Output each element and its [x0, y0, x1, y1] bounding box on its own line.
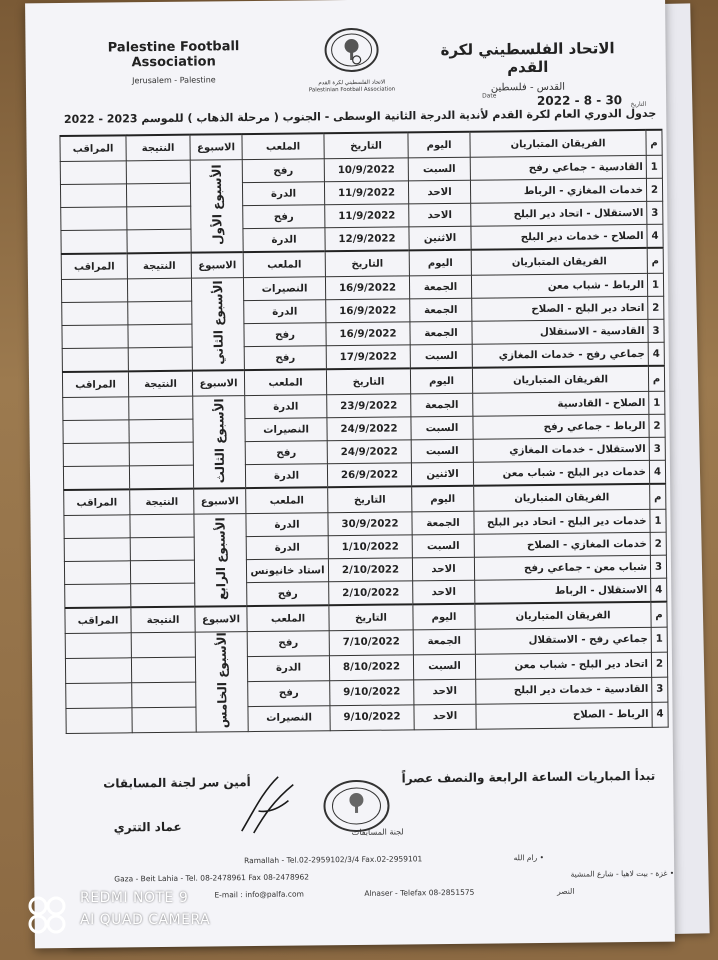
observer-cell — [60, 161, 126, 185]
observer-cell — [64, 538, 130, 562]
logo-caption-en: Palestinian Football Association — [308, 86, 396, 94]
match-teams: خدمات المغازي - الرباط — [470, 178, 646, 203]
match-teams: خدمات دير البلح - شباب معن — [473, 460, 649, 485]
logo-caption-ar: الاتحاد الفلسطيني لكرة القدم — [318, 79, 386, 87]
match-day: الجمعة — [412, 511, 474, 535]
match-date: 24/9/2022 — [327, 417, 411, 441]
english-city: Jerusalem - Palestine — [132, 75, 216, 86]
header-match: الفريقان المتباريان — [471, 248, 647, 275]
match-day: السبت — [412, 534, 474, 558]
result-cell — [126, 183, 190, 207]
match-teams: جماعي رفح - الاستقلال — [475, 627, 651, 654]
header-result: النتيجة — [126, 135, 190, 161]
header-date: التاريخ — [326, 368, 410, 394]
match-day: السبت — [410, 344, 472, 368]
result-cell — [127, 206, 191, 230]
header-venue: الملعب — [247, 605, 329, 631]
header-num: م — [647, 248, 663, 274]
header-venue: الملعب — [242, 133, 324, 159]
header-week: الاسبوع — [190, 134, 242, 160]
camera-watermark-line2: AI QUAD CAMERA — [80, 912, 211, 928]
match-venue: الدرة — [246, 536, 328, 560]
match-number: 2 — [648, 296, 664, 319]
match-venue: النصيرات — [248, 706, 330, 732]
match-number: 1 — [646, 155, 662, 178]
match-date: 12/9/2022 — [325, 227, 409, 251]
result-cell — [130, 537, 194, 561]
header-day: اليوم — [408, 132, 470, 158]
match-day: السبت — [411, 439, 473, 463]
result-cell — [128, 301, 192, 325]
match-teams: خدمات دير البلح - اتحاد دير البلح — [474, 509, 650, 534]
match-venue: رفح — [244, 323, 326, 347]
arabic-header — [417, 39, 638, 94]
result-cell — [132, 682, 196, 708]
footer-gaza-en: Gaza - Beit Lahia - Tel. 08-2478961 Fax 08-2478962 — [114, 872, 310, 884]
logo-emblem-icon — [322, 26, 381, 77]
result-cell — [130, 514, 194, 538]
match-teams: الرباط - شباب معن — [471, 273, 647, 298]
observer-cell — [63, 443, 129, 467]
match-date: 23/9/2022 — [327, 394, 411, 418]
result-cell — [128, 347, 192, 371]
header-week: الاسبوع — [191, 252, 243, 278]
match-day: الاثنين — [409, 226, 471, 250]
match-number: 2 — [651, 652, 667, 677]
match-date: 16/9/2022 — [326, 299, 410, 323]
committee-stamp-icon — [321, 778, 392, 835]
match-venue: رفح — [244, 346, 326, 370]
match-number: 3 — [650, 555, 666, 578]
week-label-text: الأسبوع الثاني — [210, 280, 226, 365]
result-cell — [130, 560, 194, 584]
match-date: 16/9/2022 — [326, 322, 410, 346]
header-match: الفريقان المتباريان — [475, 602, 651, 629]
match-teams: القادسية - الاستقلال — [472, 319, 648, 344]
header-date: التاريخ — [328, 486, 412, 512]
result-cell — [129, 396, 193, 420]
header-observer: المراقب — [62, 371, 128, 397]
header-observer: المراقب — [61, 253, 127, 279]
date-value: 2022 - 8 - 30 — [536, 93, 623, 109]
week-label-text: الأسبوع الخامس — [214, 632, 230, 729]
week-label — [190, 160, 243, 253]
match-date: 1/10/2022 — [328, 535, 412, 559]
english-header — [73, 39, 273, 86]
observer-cell — [63, 466, 129, 490]
match-teams: الرباط - الصلاح — [476, 702, 652, 729]
match-number: 2 — [646, 178, 662, 201]
match-number: 3 — [648, 319, 664, 342]
match-venue: رفح — [248, 681, 330, 707]
header-result: النتيجة — [128, 371, 192, 397]
date-label: Date — [482, 92, 497, 100]
schedule-table — [59, 129, 668, 734]
result-cell — [131, 657, 195, 683]
secretary-name: عماد التتري — [113, 819, 182, 835]
match-day: السبت — [413, 654, 475, 680]
match-number: 2 — [650, 532, 666, 555]
week-label — [193, 396, 246, 489]
header-observer: المراقب — [65, 607, 131, 633]
match-date: 17/9/2022 — [326, 345, 410, 369]
match-number: 3 — [647, 201, 663, 224]
match-venue: الدرة — [245, 464, 327, 488]
document-sheet — [25, 0, 675, 948]
footer-ramallah-en: Ramallah - Tel.02-2959102/3/4 Fax.02-2959101 — [244, 854, 423, 866]
kickoff-note: تبدأ المباريات الساعة الرابعة والنصف عصراً — [401, 768, 656, 786]
match-number: 3 — [652, 677, 668, 702]
match-teams: الاستقلال - اتحاد دير البلح — [471, 201, 647, 226]
match-venue: رفح — [245, 441, 327, 465]
match-day: الاثنين — [411, 462, 473, 486]
week-label — [195, 632, 248, 732]
observer-cell — [62, 325, 128, 349]
header-week: الاسبوع — [195, 606, 247, 632]
observer-cell — [60, 184, 126, 208]
header-week: الاسبوع — [192, 370, 244, 396]
match-day: الاحد — [413, 580, 475, 604]
header-num: م — [650, 484, 666, 510]
match-teams: القادسية - جماعي رفح — [470, 155, 646, 180]
handwritten-signature-icon — [233, 771, 304, 842]
header-day: اليوم — [410, 368, 472, 394]
match-day: الاحد — [412, 557, 474, 581]
observer-cell — [65, 658, 131, 684]
match-day: الاحد — [408, 180, 470, 204]
observer-cell — [61, 230, 127, 254]
match-teams: خدمات المغازي - الصلاح — [474, 532, 650, 557]
match-date: 8/10/2022 — [329, 655, 413, 681]
match-number: 1 — [649, 391, 665, 414]
match-date: 10/9/2022 — [324, 158, 408, 182]
header-match: الفريقان المتباريان — [472, 366, 648, 393]
association-logo — [301, 25, 402, 93]
match-venue: الدرة — [245, 395, 327, 419]
result-cell — [127, 229, 191, 253]
header-num: م — [648, 366, 664, 392]
header-day: اليوم — [413, 604, 475, 630]
match-teams: القادسية - خدمات دير البلح — [476, 677, 652, 704]
match-teams: الاستقلال - خدمات المغازي — [473, 437, 649, 462]
observer-cell — [61, 207, 127, 231]
footer-gaza-ar: • غزة - بيت لاهيا - شارع المنشية — [570, 868, 675, 879]
match-teams: الصلاح - خدمات دير البلح — [471, 224, 647, 249]
result-cell — [128, 324, 192, 348]
observer-cell — [62, 348, 128, 372]
header-match: الفريقان المتباريان — [474, 484, 650, 511]
match-venue: رفح — [243, 205, 325, 229]
match-date: 16/9/2022 — [325, 276, 409, 300]
date-label-ar: التاريخ — [630, 100, 647, 109]
match-venue: النصيرات — [245, 418, 327, 442]
header-date: التاريخ — [325, 250, 409, 276]
header-venue: الملعب — [243, 251, 325, 277]
footer-email-text: E-mail : info@palfa.com — [214, 889, 304, 900]
match-teams: جماعي رفح - خدمات المغازي — [472, 342, 648, 367]
match-date: 9/10/2022 — [330, 680, 414, 706]
match-venue: الدرة — [247, 656, 329, 682]
header-week: الاسبوع — [194, 488, 246, 514]
match-day: الجمعة — [409, 275, 471, 299]
header-observer: المراقب — [60, 135, 126, 161]
observer-cell — [62, 302, 128, 326]
arabic-city: القدس - فلسطين — [490, 81, 566, 94]
week-label-text: الأسبوع الرابع — [212, 517, 228, 600]
match-number: 3 — [649, 437, 665, 460]
result-cell — [127, 278, 191, 302]
match-venue: رفح — [242, 159, 324, 183]
camera-watermark-icon — [26, 894, 76, 934]
observer-cell — [64, 561, 130, 585]
match-date: 26/9/2022 — [327, 463, 411, 487]
header-date: التاريخ — [324, 132, 408, 158]
match-date: 7/10/2022 — [329, 630, 413, 656]
match-date: 24/9/2022 — [327, 440, 411, 464]
observer-cell — [65, 584, 131, 608]
match-number: 4 — [652, 702, 668, 727]
result-cell — [129, 465, 193, 489]
week-label-text: الأسبوع الثالث — [211, 397, 227, 483]
match-venue: الدرة — [246, 513, 328, 537]
header-result: النتيجة — [131, 607, 195, 633]
observer-cell — [66, 683, 132, 709]
match-date: 2/10/2022 — [328, 558, 412, 582]
match-day: الاحد — [414, 704, 476, 730]
match-day: الاحد — [409, 203, 471, 227]
match-venue: رفح — [247, 582, 329, 606]
match-date: 30/9/2022 — [328, 512, 412, 536]
match-day: السبت — [408, 157, 470, 181]
camera-watermark-line1: REDMI NOTE 9 — [80, 890, 189, 906]
footer-alnaser-en: Alnaser - Telefax 08-2851575 — [364, 887, 475, 898]
result-cell — [126, 160, 190, 184]
match-teams: الاستقلال - الرباط — [475, 578, 651, 603]
observer-cell — [66, 708, 132, 734]
result-cell — [129, 419, 193, 443]
match-day: السبت — [411, 416, 473, 440]
match-number: 1 — [650, 509, 666, 532]
header-num: م — [651, 602, 667, 628]
week-label — [194, 514, 247, 607]
match-venue: رفح — [247, 631, 329, 657]
match-venue: الدرة — [244, 300, 326, 324]
week-label-text: الأسبوع الأول — [209, 164, 225, 245]
match-teams: اتحاد دير البلح - الصلاح — [472, 296, 648, 321]
match-teams: الصلاح - القادسية — [473, 391, 649, 416]
secretary-title: أمين سر لجنة المسابقات — [103, 775, 251, 791]
observer-cell — [61, 279, 127, 303]
header-date: التاريخ — [329, 604, 413, 630]
match-number: 2 — [649, 414, 665, 437]
match-number: 4 — [651, 578, 667, 602]
match-venue: النصيرات — [243, 277, 325, 301]
header-day: اليوم — [412, 486, 474, 512]
footer-alnaser-ar: النصر — [557, 886, 575, 896]
match-day: الجمعة — [411, 393, 473, 417]
match-day: الجمعة — [410, 298, 472, 322]
result-cell — [131, 632, 195, 658]
header-venue: الملعب — [246, 487, 328, 513]
week-label — [191, 278, 244, 371]
observer-cell — [63, 420, 129, 444]
observer-cell — [65, 633, 131, 659]
match-row — [66, 702, 668, 733]
match-day: الجمعة — [410, 321, 472, 345]
arabic-org-name: الاتحاد الفلسطيني لكرة القدم — [440, 39, 615, 77]
footer-ramallah-ar: • رام الله — [513, 852, 545, 863]
match-day: الاحد — [414, 679, 476, 705]
observer-cell — [64, 515, 130, 539]
match-teams: شباب معن - جماعي رفح — [474, 555, 650, 580]
footer-gaza — [114, 868, 675, 884]
match-number: 1 — [647, 273, 663, 296]
match-venue: الدرة — [243, 228, 325, 252]
match-venue: استاد خانيونس — [246, 559, 328, 583]
match-number: 4 — [648, 342, 664, 366]
header-venue: الملعب — [244, 369, 326, 395]
result-cell — [132, 707, 196, 733]
header-num: م — [646, 130, 662, 156]
match-day: الجمعة — [413, 629, 475, 655]
match-teams: اتحاد دير البلح - شباب معن — [475, 652, 651, 679]
match-teams: الرباط - جماعي رفح — [473, 414, 649, 439]
match-date: 9/10/2022 — [330, 705, 414, 731]
header-result: النتيجة — [130, 489, 194, 515]
match-number: 1 — [651, 627, 667, 652]
match-date: 11/9/2022 — [325, 204, 409, 228]
english-org-name: Palestine Football Association — [107, 39, 240, 71]
result-cell — [131, 583, 195, 607]
match-number: 4 — [647, 224, 663, 248]
match-date: 11/9/2022 — [324, 181, 408, 205]
header-day: اليوم — [409, 250, 471, 276]
header-result: النتيجة — [127, 253, 191, 279]
match-date: 2/10/2022 — [329, 581, 413, 605]
stamp-text: لجنة المسابقات — [351, 827, 404, 838]
schedule-title: جدول الدوري العام لكرة القدم لأندية الدرجة الثانية الوسطى - الجنوب ( مرحلة الذهاب ) للموسم 2023 - 2022 — [63, 106, 657, 126]
result-cell — [129, 442, 193, 466]
header-match: الفريقان المتباريان — [470, 130, 646, 157]
match-number: 4 — [649, 460, 665, 484]
header-observer: المراقب — [64, 489, 130, 515]
observer-cell — [63, 397, 129, 421]
match-venue: الدرة — [242, 182, 324, 206]
